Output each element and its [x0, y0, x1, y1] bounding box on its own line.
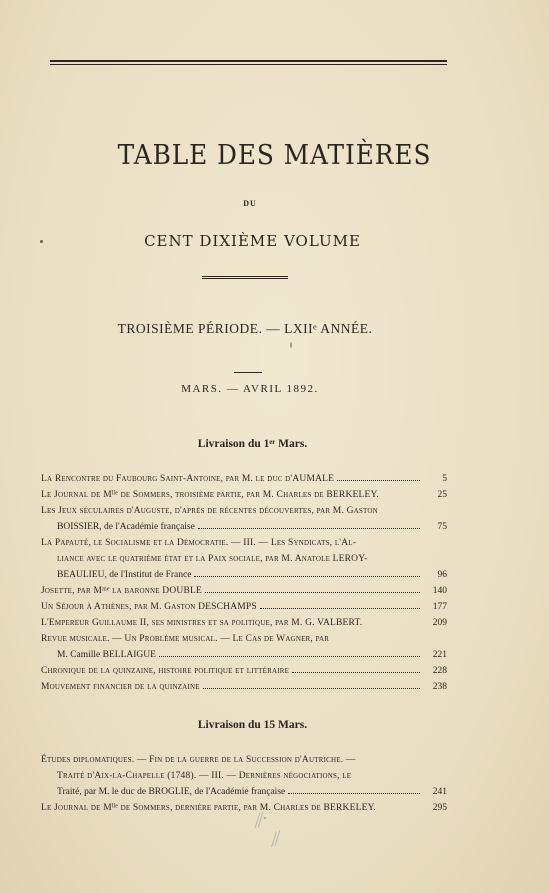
entry-page: 140	[432, 586, 447, 596]
entry-page: 96	[437, 570, 447, 580]
entry-page: 241	[432, 787, 447, 797]
leader-dots	[379, 800, 420, 809]
leader-dots	[337, 471, 420, 481]
top-rule	[50, 60, 447, 65]
small-rule	[234, 372, 262, 373]
volume-title: CENT DIXIÈME VOLUME	[144, 232, 361, 250]
toc-entry[interactable]	[41, 535, 447, 583]
toc-entry[interactable]	[41, 471, 447, 487]
entry-text: Un Séjour à Athènes, par M. Gaston DESCHAMPS	[41, 602, 257, 612]
toc-entry[interactable]	[41, 599, 447, 615]
leader-dots	[198, 519, 420, 529]
leader-dots	[260, 599, 420, 609]
leader-dots	[365, 615, 420, 624]
entry-text: Traité d'Aix-la-Chapelle (1748). — III. — Dernières négociations, le	[57, 771, 352, 781]
section-heading: Livraison du 1ᵉʳ Mars.	[197, 438, 308, 450]
entry-text: Josette, par Mᵐᵉ la baronne DOUBLE	[41, 586, 202, 596]
entry-text: Le Journal de Mˡˡᵉ de Sommers, dernière partie, par M. Charles de BERKELEY.	[41, 803, 377, 813]
entry-text: BEAULIEU, de l'Institut de France	[57, 570, 192, 580]
library-stamp: ⁄⁄· ⁄⁄	[252, 807, 283, 854]
entry-page: 25	[437, 490, 447, 500]
entry-text: Les Jeux séculaires d'Auguste, d'après de récentes découvertes, par M. Gaston	[41, 506, 378, 516]
months-line: MARS. — AVRIL 1892.	[181, 383, 319, 395]
toc-entry[interactable]	[41, 487, 447, 503]
entry-page: 209	[432, 618, 447, 628]
entry-text: Revue musicale. — Un Problème musical. — Le Cas de Wagner, par	[41, 634, 330, 644]
period-line: TROISIÈME PÉRIODE. — LXIIᵉ ANNÉE.	[117, 321, 373, 336]
entry-text: L'Empereur Guillaume II, ses ministres et sa politique, par M. G. VALBERT.	[41, 618, 363, 628]
entry-page: 177	[432, 602, 447, 612]
section-heading: Livraison du 15 Mars.	[197, 719, 308, 731]
entry-page: 75	[437, 522, 447, 532]
title-connector: DU	[243, 199, 257, 208]
toc-entry[interactable]	[41, 503, 447, 535]
toc-entry[interactable]	[41, 679, 447, 695]
entry-text: La Papauté, le Socialisme et la Démocratie. — III. — Les Syndicats, l'Al-	[41, 538, 357, 548]
leader-dots	[205, 583, 420, 593]
entry-text: M. Camille BELLAIGUE	[57, 650, 156, 660]
entry-page: 221	[432, 650, 447, 660]
entry-text: Études diplomatiques. — Fin de la guerre de la Succession d'Autriche. —	[41, 755, 356, 765]
entry-page: 238	[432, 682, 447, 692]
toc-entry[interactable]	[41, 631, 447, 663]
entry-text: liance avec le quatrième état et la Paix sociale, par M. Anatole LEROY-	[57, 554, 368, 564]
page-title: TABLE DES MATIÈRES	[117, 140, 432, 171]
entry-page: 5	[442, 474, 447, 484]
entry-text: Mouvement financier de la quinzaine	[41, 682, 200, 692]
middle-rule	[202, 276, 288, 279]
entry-text: La Rencontre du Faubourg Saint-Antoine, par M. le duc d'AUMALE	[41, 474, 335, 484]
toc-entry[interactable]	[41, 800, 447, 816]
leader-dots	[382, 487, 420, 496]
toc-entry[interactable]	[41, 615, 447, 631]
entry-text: Le Journal de Mˡˡᵉ de Sommers, troisième partie, par M. Charles de BERKELEY.	[41, 490, 379, 500]
entry-text: Traité, par M. le duc de BROGLIE, de l'Académie française	[57, 787, 286, 797]
toc-entry[interactable]	[41, 583, 447, 599]
leader-dots	[292, 663, 420, 673]
entry-text: Chronique de la quinzaine, histoire politique et littéraire	[41, 666, 290, 676]
entry-page: 295	[432, 803, 447, 813]
toc-entry[interactable]	[41, 663, 447, 679]
paper-speck	[290, 342, 292, 348]
leader-dots	[194, 567, 420, 577]
entry-page: 228	[432, 666, 447, 676]
paper-speck	[40, 240, 43, 243]
leader-dots	[159, 647, 420, 657]
entry-text: BOISSIER, de l'Académie française	[57, 522, 195, 532]
leader-dots	[203, 679, 420, 689]
toc-entry[interactable]	[41, 752, 447, 800]
